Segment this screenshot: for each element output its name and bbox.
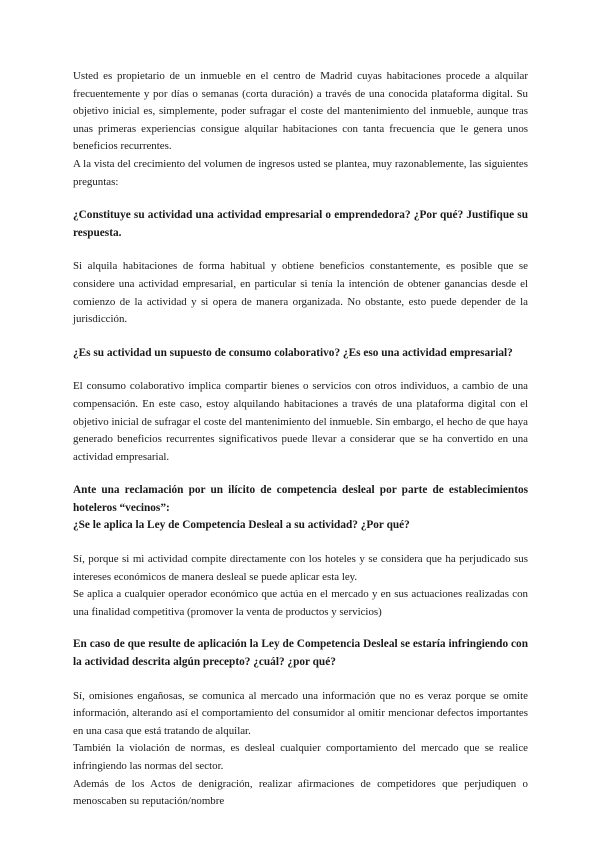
question-heading: Ante una reclamación por un ilícito de competencia desleal por parte de establecimientos hoteleros “vecinos”: [73,484,528,514]
question-heading: ¿Se le aplica la Ley de Competencia Desleal a su actividad? ¿Por qué? [73,519,410,532]
document-body [73,68,528,811]
answer-paragraph: Además de los Actos de denigración, realizar afirmaciones de competidores que perjudiquen o menoscaben su reputación/nombre [73,777,528,808]
answer-paragraph: Sí, porque si mi actividad compite directamente con los hoteles y se considera que ha perjudicado sus intereses económicos de manera desleal se puede aplicar esta ley. [73,553,528,583]
question-heading: ¿Constituye su actividad una actividad empresarial o emprendedora? ¿Por qué? Justifique su respuesta. [73,209,528,239]
intro-paragraph: Usted es propietario de un inmueble en el centro de Madrid cuyas habitaciones procede a alquilar frecuentemente y por días o semanas (corta duración) a través de una conocida plataforma digital. Su objetivo inicial es, simplemente, poder sufragar el coste del mantenimiento del inmueble, aunque tras unas primeras experiencias consigue alquilar habitaciones con tanta frecuencia que le genera unos beneficios recurrentes. [73,70,528,153]
question-heading: ¿Es su actividad un supuesto de consumo colaborativo? ¿Es eso una actividad empresarial? [73,346,513,359]
answer-paragraph: Sí, omisiones engañosas, se comunica al mercado una información que no es veraz porque se omite información, alterando así el comportamiento del consumidor al omitir mencionar defectos importantes en una casa que está tratando de alquilar. [73,689,528,737]
question-heading: En caso de que resulte de aplicación la Ley de Competencia Desleal se estaría infringiendo con la actividad descrita algún precepto? ¿cuál? ¿por qué? [73,638,528,669]
answer-paragraph: El consumo colaborativo implica compartir bienes o servicios con otros individuos, a cambio de una compensación. En este caso, estoy alquilando habitaciones a través de una plataforma digital con el objetivo inicial de sufragar el coste del mantenimiento del inmueble. Sin embargo, el hecho de que haya generado beneficios recurrentes significativos puede llevar a considerar que se ha convertido en una actividad empresarial. [73,380,528,463]
answer-paragraph: Si alquila habitaciones de forma habitual y obtiene beneficios constantemente, es posible que se considere una actividad empresarial, en particular si tenía la intención de obtener ganancias desde el comienzo de la actividad y si opera de manera organizada. No obstante, esto puede depender de la jurisdicción. [73,260,528,326]
answer-paragraph: Se aplica a cualquier operador económico que actúa en el mercado y en sus actuaciones realizadas con una finalidad competitiva (promover la venta de productos y servicios) [73,588,528,618]
answer-paragraph: También la violación de normas, es desleal cualquier comportamiento del mercado que se realice infringiendo las normas del sector. [73,742,528,772]
intro-paragraph: A la vista del crecimiento del volumen de ingresos usted se plantea, muy razonablemente, las siguientes preguntas: [73,157,528,188]
